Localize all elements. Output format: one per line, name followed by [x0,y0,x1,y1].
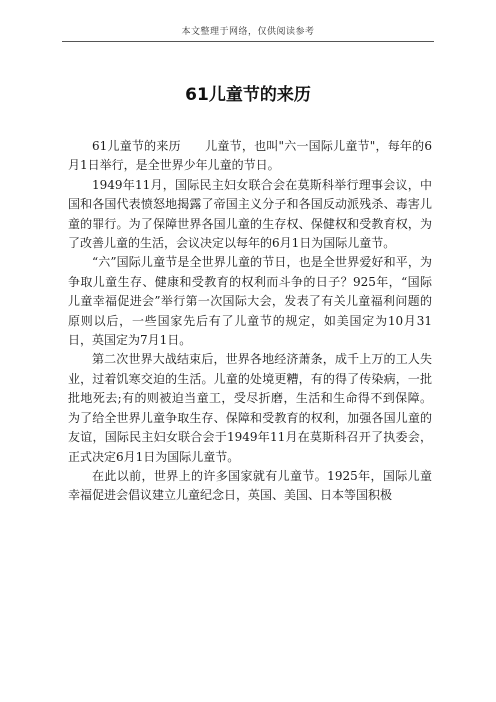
header-note: 本文整理于网络，仅供阅读参考 [181,27,315,37]
paragraph-2: 1949年11月，国际民主妇女联合会在莫斯科举行理事会议，中国和各国代表愤怒地揭露了帝国主义分子和各国反动派残杀、毒害儿童的罪行。为了保障世界各国儿童的生存权、保健权和受教育权，为了改善儿童的生活，会议决定以每年的6月1日为国际儿童节。 [68,177,432,251]
paragraph-1: 61儿童节的来历 儿童节，也叫"六一国际儿童节"，每年的6月1日举行，是全世界少年儿童的节日。 [68,139,432,173]
document-title: 61儿童节的来历 [185,85,311,105]
document-body [68,137,432,506]
paragraph-4: 第二次世界大战结束后，世界各地经济萧条，成千上万的工人失业，过着饥寒交迫的生活。儿童的处境更糟，有的得了传染病，一批批地死去;有的则被迫当童工，受尽折磨，生活和生命得不到保障。为了给全世界儿童争取生存、保障和受教育的权利，加强各国儿童的友谊，国际民主妇女联合会于1949年11月在莫斯科召开了执委会，正式决定6月1日为国际儿童节。 [68,352,432,464]
paragraph-3: “六”国际儿童节是全世界儿童的节日，也是全世界爱好和平，为争取儿童生存、健康和受教育的权利而斗争的日子？925年，“国际儿童幸福促进会”举行第一次国际大会，发表了有关儿童福利问题的原则以后，一些国家先后有了儿童节的规定，如美国定为10月31日，英国定为7月1日。 [68,255,432,348]
paragraph-5: 在此以前，世界上的许多国家就有儿童节。1925年，国际儿童幸福促进会倡议建立儿童纪念日，英国、美国、日本等国积极 [68,468,432,503]
header-divider [62,41,434,42]
